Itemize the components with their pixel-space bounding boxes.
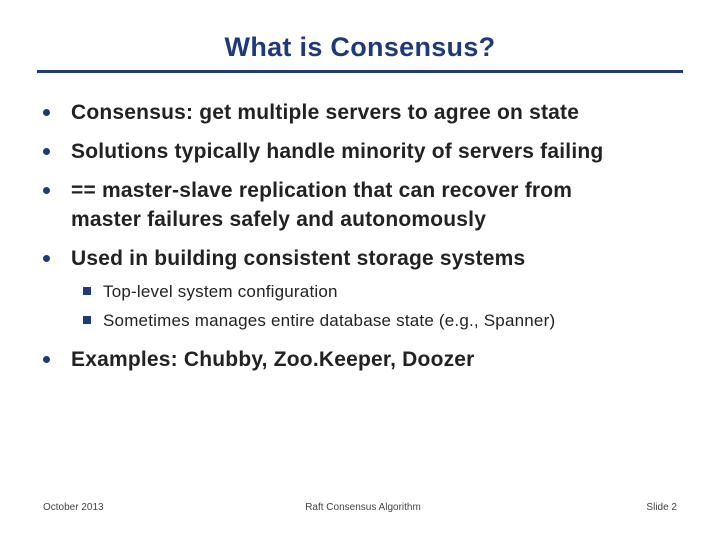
bullet-text: Used in building consistent storage systems [71,247,526,270]
footer-title: Raft Consensus Algorithm [305,502,421,513]
bullet-item-5 [40,345,690,374]
title-divider [37,70,683,73]
footer-date: October 2013 [43,502,104,513]
circle-bullet-icon [43,148,50,155]
bullet-item-2 [40,137,690,166]
bullet-text-line-1: == master-slave replication that can recover from [71,179,573,202]
bullet-item-3 [40,176,690,234]
sub-bullet-list [71,277,690,335]
bullet-text-line-2: master failures safely and autonomously [71,208,487,231]
sub-bullet-item-1 [71,277,690,306]
circle-bullet-icon [43,255,50,262]
square-bullet-icon [83,287,91,295]
square-bullet-icon [83,316,91,324]
bullet-text: Solutions typically handle minority of servers failing [71,140,604,163]
bullet-text: Consensus: get multiple servers to agree on state [71,101,580,124]
bullet-list [40,98,690,384]
circle-bullet-icon [43,109,50,116]
circle-bullet-icon [43,187,50,194]
footer-slide-number: Slide 2 [646,502,677,513]
circle-bullet-icon [43,356,50,363]
sub-bullet-text: Top-level system configuration [103,282,338,301]
sub-bullet-text: Sometimes manages entire database state (e.g., Spanner) [103,311,556,330]
sub-bullet-item-2 [71,306,690,335]
bullet-item-1 [40,98,690,127]
bullet-text: Examples: Chubby, Zoo.Keeper, Doozer [71,348,475,371]
slide-title: What is Consensus? [224,32,496,62]
bullet-item-4 [40,244,690,335]
